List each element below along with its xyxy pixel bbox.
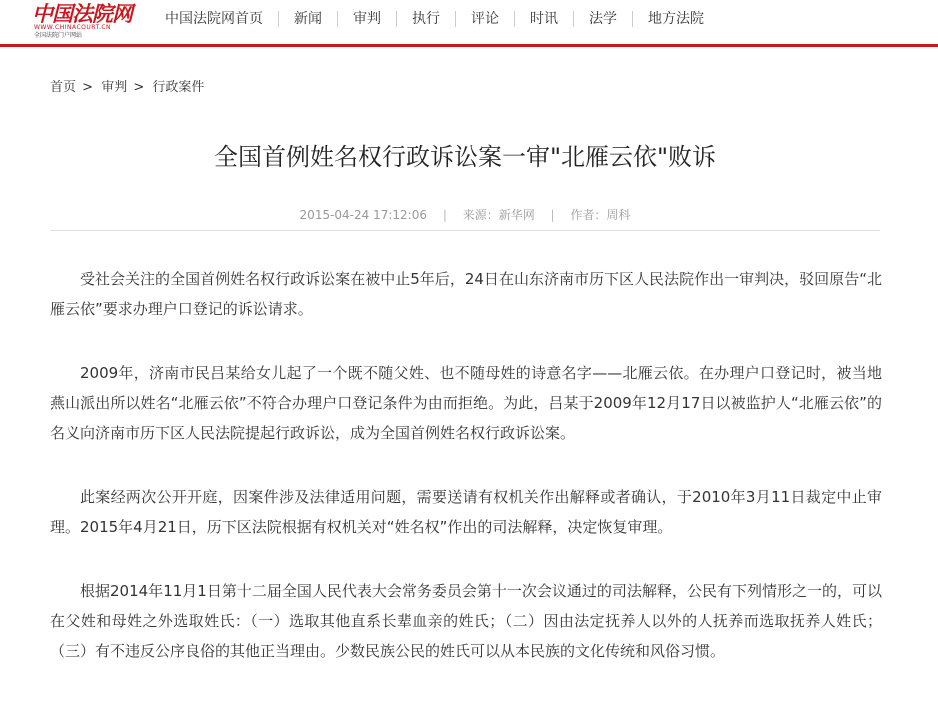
breadcrumb	[50, 76, 204, 95]
article-paragraph: 2009年，济南市民吕某给女儿起了一个既不随父姓、也不随母姓的诗意名字——北雁云依。在办理户口登记时，被当地燕山派出所以姓名“北雁云依”不符合办理户口登记条件为由而拒绝。为此，吕某于2009年12月17日以被监护人“北雁云依”的名义向济南市历下区人民法院提起行政诉讼，成为全国首例姓名权行政诉讼案。	[50, 364, 882, 442]
logo-wordmark: 中国法院网	[32, 1, 132, 26]
article-datetime: 2015-04-24 17:12:06	[299, 208, 427, 222]
nav-item-news[interactable]: 新闻	[278, 11, 337, 27]
article-title: 全国首例姓名权行政诉讼案一审"北雁云依"败诉	[213, 143, 717, 171]
breadcrumb-administrative-cases-link[interactable]: 行政案件	[152, 80, 205, 95]
nav-item-jurisprudence[interactable]: 法学	[573, 11, 632, 27]
breadcrumb-separator: >	[133, 80, 145, 95]
nav-item-trial[interactable]: 审判	[337, 11, 396, 27]
article-author: 作者：周科	[570, 208, 631, 222]
top-navigation-bar	[0, 0, 938, 47]
header-divider	[50, 230, 880, 231]
nav-item-local-courts[interactable]: 地方法院	[632, 11, 719, 27]
nav-item-commentary[interactable]: 评论	[455, 11, 514, 27]
nav-item-enforcement[interactable]: 执行	[396, 11, 455, 27]
logo-english-url: WWW.CHINACOURT.CN	[34, 24, 112, 31]
article-meta	[50, 206, 880, 223]
meta-divider: |	[550, 208, 555, 222]
article-paragraph: 此案经两次公开开庭，因案件涉及法律适用问题，需要送请有权机关作出解释或者确认，于2010年3月11日裁定中止审理。2015年4月21日，历下区法院根据有权机关对“姓名权”作出的司法解释，决定恢复审理。	[50, 488, 882, 536]
article-body	[50, 264, 882, 700]
article-source: 来源：新华网	[462, 208, 535, 222]
breadcrumb-trial-link[interactable]: 审判	[101, 80, 128, 95]
nav-item-newsflash[interactable]: 时讯	[514, 11, 573, 27]
breadcrumb-separator: >	[82, 80, 94, 95]
logo-tagline: 全国法院门户网站	[34, 32, 83, 39]
site-logo[interactable]	[32, 1, 132, 40]
article-paragraph: 受社会关注的全国首例姓名权行政诉讼案在被中止5年后，24日在山东济南市历下区人民法院作出一审判决，驳回原告“北雁云依”要求办理户口登记的诉讼请求。	[50, 270, 882, 318]
breadcrumb-home-link[interactable]: 首页	[50, 80, 77, 95]
nav-item-home[interactable]: 中国法院网首页	[165, 11, 263, 27]
main-nav	[150, 0, 719, 38]
article-paragraph: 根据2014年11月1日第十二届全国人民代表大会常务委员会第十一次会议通过的司法解释，公民有下列情形之一的，可以在父姓和母姓之外选取姓氏：（一）选取其他直系长辈血亲的姓氏；（二）因由法定抚养人以外的人抚养而选取抚养人姓氏；（三）有不违反公序良俗的其他正当理由。少数民族公民的姓氏可以从本民族的文化传统和风俗习惯。	[50, 582, 882, 660]
meta-divider: |	[442, 208, 447, 222]
